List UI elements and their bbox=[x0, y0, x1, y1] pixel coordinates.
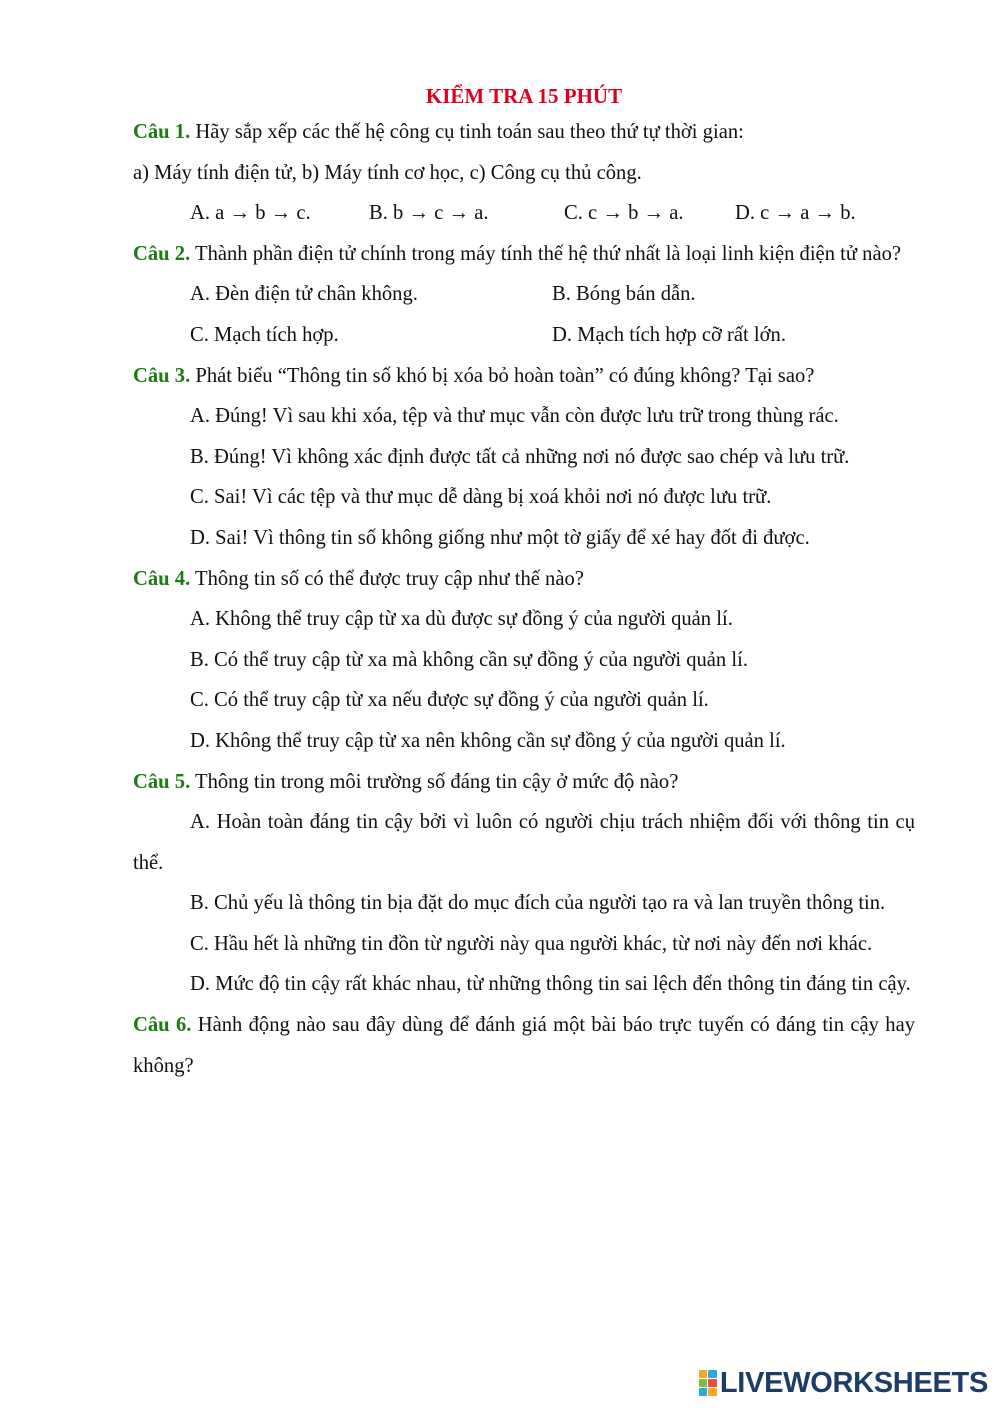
logo-tile bbox=[699, 1388, 708, 1396]
option-c[interactable]: C. c → b → a. bbox=[564, 202, 684, 225]
option-b[interactable]: B. b → c → a. bbox=[369, 202, 489, 225]
option-b[interactable]: B. Có thể truy cập từ xa mà không cần sự đồng ý của người quản lí. bbox=[190, 648, 748, 671]
question-label: Câu 5. bbox=[133, 770, 191, 793]
logo-tile bbox=[708, 1379, 717, 1387]
page-title: KIỂM TRA 15 PHÚT bbox=[425, 84, 623, 108]
option-d[interactable]: D. c → a → b. bbox=[735, 202, 856, 225]
question-2-options-row-1 bbox=[133, 274, 915, 315]
option-a[interactable]: A. a → b → c. bbox=[190, 202, 311, 225]
option-c[interactable]: C. Mạch tích hợp. bbox=[190, 323, 339, 346]
question-5 bbox=[133, 762, 915, 803]
question-text: Thành phần điện tử chính trong máy tính thế hệ thứ nhất là loại linh kiện điện tử nào? bbox=[190, 242, 902, 265]
option-d[interactable]: D. Không thể truy cập từ xa nên không cần sự đồng ý của người quản lí. bbox=[190, 729, 786, 752]
logo-tile bbox=[699, 1379, 708, 1387]
option-c[interactable]: C. Sai! Vì các tệp và thư mục dễ dàng bị xoá khỏi nơi nó được lưu trữ. bbox=[190, 486, 772, 509]
question-text: Hãy sắp xếp các thế hệ công cụ tinh toán sau theo thứ tự thời gian: bbox=[190, 121, 744, 143]
option-a[interactable]: A. Đúng! Vì sau khi xóa, tệp và thư mục vẫn còn được lưu trữ trong thùng rác. bbox=[190, 405, 839, 428]
liveworksheets-logo-icon bbox=[699, 1370, 717, 1396]
question-1 bbox=[133, 112, 915, 153]
question-2 bbox=[133, 234, 915, 275]
option-c[interactable]: C. Có thể truy cập từ xa nếu được sự đồng ý của người quản lí. bbox=[190, 689, 709, 712]
question-text: Hành động nào sau đây dùng để đánh giá một bài báo trực tuyến có đáng tin cậy hay không? bbox=[133, 1014, 916, 1077]
option-a[interactable]: A. Đèn điện tử chân không. bbox=[190, 283, 418, 306]
option-b[interactable]: B. Đúng! Vì không xác định được tất cả những nơi nó được sao chép và lưu trữ. bbox=[190, 445, 850, 468]
question-1-items: a) Máy tính điện tử, b) Máy tính cơ học, c) Công cụ thủ công. bbox=[133, 161, 642, 184]
question-label: Câu 2. bbox=[133, 242, 191, 265]
question-text: Thông tin trong môi trường số đáng tin cậy ở mức độ nào? bbox=[190, 770, 679, 793]
liveworksheets-logo bbox=[699, 1366, 988, 1400]
option-d[interactable]: D. Mức độ tin cậy rất khác nhau, từ những thông tin sai lệch đến thông tin đáng tin cậy. bbox=[190, 973, 911, 996]
question-label: Câu 1. bbox=[133, 121, 191, 143]
question-text: Phát biểu “Thông tin số khó bị xóa bỏ hoàn toàn” có đúng không? Tại sao? bbox=[190, 364, 815, 387]
option-b[interactable]: B. Bóng bán dẫn. bbox=[552, 283, 696, 306]
option-b[interactable]: B. Chủ yếu là thông tin bịa đặt do mục đích của người tạo ra và lan truyền thông tin. bbox=[190, 892, 886, 915]
question-label: Câu 6. bbox=[133, 1014, 192, 1037]
question-label: Câu 4. bbox=[133, 567, 191, 590]
question-4 bbox=[133, 559, 915, 600]
worksheet-page bbox=[133, 80, 915, 1086]
option-a[interactable]: A. Không thể truy cập từ xa dù được sự đồng ý của người quản lí. bbox=[190, 608, 733, 631]
option-d[interactable]: D. Mạch tích hợp cỡ rất lớn. bbox=[552, 323, 786, 346]
logo-tile bbox=[708, 1370, 717, 1378]
logo-tile bbox=[708, 1388, 717, 1396]
question-text: Thông tin số có thể được truy cập như thế nào? bbox=[190, 567, 584, 590]
logo-text: LIVEWORKSHEETS bbox=[719, 1366, 988, 1399]
question-2-options-row-2 bbox=[133, 315, 915, 356]
question-label: Câu 3. bbox=[133, 364, 191, 387]
question-3 bbox=[133, 356, 915, 397]
option-c[interactable]: C. Hầu hết là những tin đồn từ người này qua người khác, từ nơi này đến nơi khác. bbox=[190, 932, 873, 955]
question-1-options bbox=[133, 193, 915, 234]
option-a[interactable]: A. Hoàn toàn đáng tin cậy bởi vì luôn có người chịu trách nhiệm đối với thông tin cụ thể. bbox=[133, 811, 915, 874]
option-d[interactable]: D. Sai! Vì thông tin số không giống như một tờ giấy để xé hay đốt đi được. bbox=[190, 526, 810, 549]
logo-tile bbox=[699, 1370, 708, 1378]
question-6 bbox=[133, 1005, 915, 1086]
